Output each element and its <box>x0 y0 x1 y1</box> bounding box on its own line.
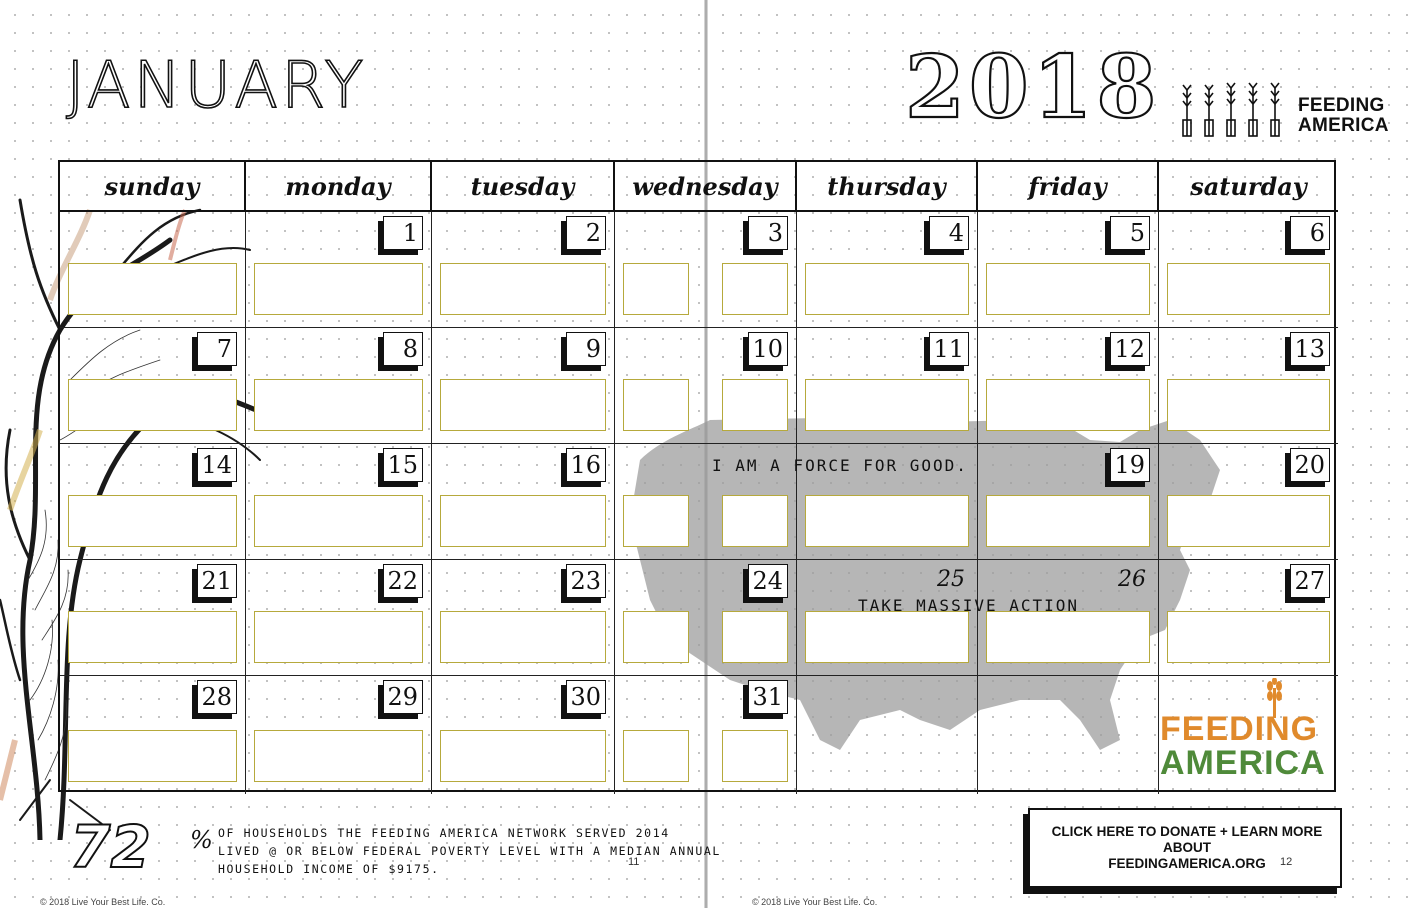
day-number: 20 <box>1290 448 1330 482</box>
day-number: 4 <box>929 216 969 250</box>
day-number: 11 <box>929 332 969 366</box>
stat-percent-sign: % <box>190 826 213 854</box>
copyright-left: © 2018 Live Your Best Life. Co. <box>40 897 166 907</box>
stat-text-line3: HOUSEHOLD INCOME OF $9175. <box>218 862 440 876</box>
day-cell[interactable] <box>797 212 978 328</box>
note-box[interactable] <box>805 611 969 663</box>
day-cell[interactable] <box>978 560 1159 676</box>
logo-top-line1: FEEDING <box>1298 95 1385 116</box>
day-number: 28 <box>197 680 237 714</box>
day-cell[interactable] <box>432 328 615 444</box>
note-box[interactable] <box>254 730 423 782</box>
feeding-america-logo[interactable] <box>1160 678 1340 782</box>
note-box[interactable] <box>722 263 788 315</box>
day-cell[interactable] <box>432 560 615 676</box>
day-header-saturday: saturday <box>1159 162 1338 212</box>
note-box[interactable] <box>254 495 423 547</box>
day-header-tuesday: tuesday <box>432 162 615 212</box>
day-number: 7 <box>197 332 237 366</box>
feeding-america-logo-line1: FEEDING <box>1160 710 1319 748</box>
note-box[interactable] <box>623 730 689 782</box>
note-box[interactable] <box>440 611 606 663</box>
note-box[interactable] <box>623 611 689 663</box>
day-number: 30 <box>566 680 606 714</box>
note-box[interactable] <box>986 263 1150 315</box>
feeding-america-logo-line2: AMERICA <box>1160 744 1326 782</box>
note-box[interactable] <box>254 379 423 431</box>
page-number-left: 11 <box>628 856 640 868</box>
day-number: 27 <box>1290 564 1330 598</box>
day-number: 26 <box>1118 567 1146 592</box>
note-box[interactable] <box>722 379 788 431</box>
day-header-sunday: sunday <box>60 162 246 212</box>
note-box[interactable] <box>68 495 237 547</box>
day-number: 3 <box>748 216 788 250</box>
calendar-grid <box>58 160 1336 792</box>
page-number-right: 12 <box>1280 856 1293 868</box>
day-cell[interactable] <box>60 676 246 794</box>
note-box[interactable] <box>722 730 788 782</box>
note-box[interactable] <box>1167 611 1330 663</box>
day-cell[interactable] <box>1159 328 1338 444</box>
day-cell[interactable] <box>60 560 246 676</box>
day-number: 9 <box>566 332 606 366</box>
quote-force-for-good: I AM A FORCE FOR GOOD. <box>712 456 968 475</box>
note-box[interactable] <box>986 379 1150 431</box>
day-cell[interactable] <box>246 212 432 328</box>
day-number: 14 <box>197 448 237 482</box>
feeding-america-logo-top[interactable] <box>1174 76 1396 142</box>
note-box[interactable] <box>722 495 788 547</box>
note-box[interactable] <box>440 495 606 547</box>
day-header-friday: friday <box>978 162 1159 212</box>
day-cell[interactable] <box>246 560 432 676</box>
note-box[interactable] <box>1167 379 1330 431</box>
day-header-monday: monday <box>246 162 432 212</box>
day-cell[interactable] <box>246 444 432 560</box>
day-number: 8 <box>383 332 423 366</box>
day-number: 23 <box>566 564 606 598</box>
note-box[interactable] <box>805 263 969 315</box>
day-cell[interactable] <box>60 328 246 444</box>
note-box[interactable] <box>440 730 606 782</box>
day-cell[interactable] <box>432 676 615 794</box>
day-cell[interactable] <box>1159 212 1338 328</box>
day-number: 15 <box>383 448 423 482</box>
day-cell <box>797 676 978 794</box>
day-number: 6 <box>1290 216 1330 250</box>
day-header-thursday: thursday <box>797 162 978 212</box>
stat-number: 72 <box>70 813 151 881</box>
day-cell[interactable] <box>1159 444 1338 560</box>
day-cell[interactable] <box>60 212 246 328</box>
donate-line1: CLICK HERE TO DONATE + LEARN MORE <box>1051 824 1323 839</box>
note-box[interactable] <box>722 611 788 663</box>
note-box[interactable] <box>986 611 1150 663</box>
note-box[interactable] <box>805 495 969 547</box>
day-cell[interactable] <box>978 328 1159 444</box>
day-cell[interactable] <box>797 560 978 676</box>
day-number: 21 <box>197 564 237 598</box>
stat-text-line1: OF HOUSEHOLDS THE FEEDING AMERICA NETWORK SERVED 2014 <box>218 826 670 840</box>
quote-massive-action: TAKE MASSIVE ACTION <box>858 596 1080 615</box>
logo-top-text <box>1298 96 1398 136</box>
note-box[interactable] <box>623 495 689 547</box>
note-box[interactable] <box>986 495 1150 547</box>
note-box[interactable] <box>68 611 237 663</box>
day-cell[interactable] <box>615 328 797 444</box>
day-number: 19 <box>1110 448 1150 482</box>
day-number: 31 <box>748 680 788 714</box>
year-title: 2018 <box>905 37 1161 138</box>
note-box[interactable] <box>1167 263 1330 315</box>
day-number: 29 <box>383 680 423 714</box>
note-box[interactable] <box>68 379 237 431</box>
note-box[interactable] <box>68 263 237 315</box>
day-cell[interactable] <box>797 328 978 444</box>
day-cell[interactable] <box>246 676 432 794</box>
day-cell[interactable] <box>246 328 432 444</box>
note-box[interactable] <box>1167 495 1330 547</box>
day-number: 24 <box>748 564 788 598</box>
day-cell[interactable] <box>432 444 615 560</box>
day-number: 13 <box>1290 332 1330 366</box>
day-number: 12 <box>1110 332 1150 366</box>
day-cell[interactable] <box>615 212 797 328</box>
day-cell[interactable] <box>978 212 1159 328</box>
note-box[interactable] <box>68 730 237 782</box>
day-number: 5 <box>1110 216 1150 250</box>
day-number: 2 <box>566 216 606 250</box>
logo-top-line2: AMERICA <box>1298 115 1389 136</box>
day-number: 25 <box>937 567 965 592</box>
note-box[interactable] <box>623 263 689 315</box>
copyright-right: © 2018 Live Your Best Life. Co. <box>752 897 878 907</box>
wheat-icon <box>1174 76 1294 138</box>
day-cell[interactable] <box>615 676 797 794</box>
stat-text <box>218 824 778 878</box>
note-box[interactable] <box>623 379 689 431</box>
note-box[interactable] <box>440 263 606 315</box>
day-number: 1 <box>383 216 423 250</box>
day-cell[interactable] <box>615 560 797 676</box>
note-box[interactable] <box>440 379 606 431</box>
donate-button[interactable] <box>1028 808 1342 888</box>
month-title: JANUARY <box>66 49 367 123</box>
note-box[interactable] <box>254 611 423 663</box>
day-cell[interactable] <box>432 212 615 328</box>
donate-line3: FEEDINGAMERICA.ORG <box>1108 856 1266 871</box>
day-number: 22 <box>383 564 423 598</box>
day-number: 10 <box>748 332 788 366</box>
day-number: 16 <box>566 448 606 482</box>
day-cell[interactable] <box>60 444 246 560</box>
day-cell[interactable] <box>1159 560 1338 676</box>
stat-text-line2: LIVED @ OR BELOW FEDERAL POVERTY LEVEL WITH A MEDIAN ANNUAL <box>218 844 721 858</box>
donate-line2: ABOUT <box>1163 840 1211 855</box>
day-cell[interactable] <box>978 444 1159 560</box>
note-box[interactable] <box>254 263 423 315</box>
day-cell <box>978 676 1159 794</box>
note-box[interactable] <box>805 379 969 431</box>
day-header-wednesday: wednesday <box>615 162 797 212</box>
